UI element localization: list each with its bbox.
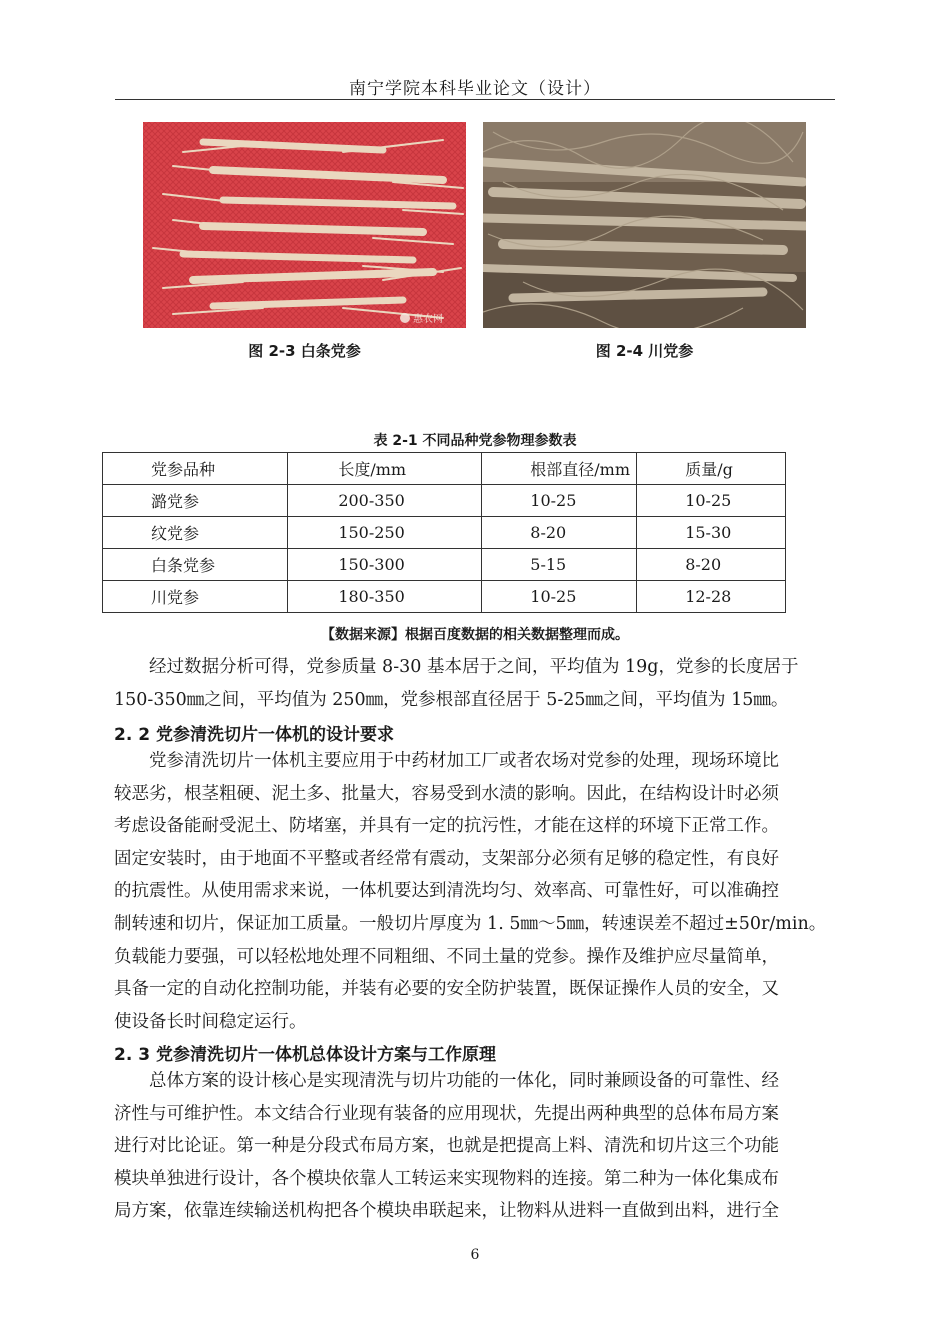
table-cell: 8-20 bbox=[482, 517, 637, 549]
text-line: 模块单独进行设计，各个模块依靠人工转运来实现物料的连接。第二种为一体化集成布 bbox=[114, 1168, 779, 1189]
svg-text:惠农网: 惠农网 bbox=[413, 314, 443, 325]
table-cell: 150-300 bbox=[288, 549, 482, 581]
text-line: 局方案，依靠连续输送机构把各个模块串联起来，让物料从进料一直做到出料，进行全 bbox=[114, 1201, 779, 1222]
figure-2-4-image bbox=[483, 122, 806, 328]
figure-2-3-image bbox=[143, 122, 466, 328]
table-cell: 潞党参 bbox=[103, 485, 288, 517]
header-rule bbox=[115, 99, 835, 100]
text-line: 使设备长时间稳定运行。 bbox=[114, 1011, 307, 1032]
paragraph-overall-scheme bbox=[114, 1065, 838, 1228]
table-cell: 15-30 bbox=[637, 517, 786, 549]
table-cell: 白条党参 bbox=[103, 549, 288, 581]
table-source-note: 【数据来源】根据百度数据的相关数据整理而成。 bbox=[321, 627, 629, 643]
table-row bbox=[103, 517, 786, 549]
text-line: 较恶劣，根茎粗硬、泥土多、批量大，容易受到水渍的影响。因此，在结构设计时必须 bbox=[114, 783, 779, 804]
table-header-row bbox=[103, 453, 786, 485]
table-header-cell: 党参品种 bbox=[103, 453, 288, 485]
figure-2-3-caption: 图 2-3 白条党参 bbox=[248, 342, 361, 360]
section-heading-2-3: 2. 3 党参清洗切片一体机总体设计方案与工作原理 bbox=[114, 1045, 496, 1065]
table-cell: 200-350 bbox=[288, 485, 482, 517]
table-row bbox=[103, 581, 786, 613]
figure-2-4-caption: 图 2-4 川党参 bbox=[595, 342, 694, 360]
table-row bbox=[103, 549, 786, 581]
running-header: 南宁学院本科毕业论文（设计） bbox=[349, 79, 601, 99]
text-line: 济性与可维护性。本文结合行业现有装备的应用现状，先提出两种典型的总体布局方案 bbox=[114, 1103, 779, 1124]
table-header-cell: 质量/g bbox=[637, 453, 786, 485]
text-line: 进行对比论证。第一种是分段式布局方案，也就是把提高上料、清洗和切片这三个功能 bbox=[114, 1136, 779, 1157]
table-cell: 10-25 bbox=[482, 581, 637, 613]
table-cell: 10-25 bbox=[637, 485, 786, 517]
table-row bbox=[103, 485, 786, 517]
text-line: 具备一定的自动化控制功能，并装有必要的安全防护装置，既保证操作人员的安全，又 bbox=[114, 979, 779, 1000]
table-header-cell: 根部直径/mm bbox=[482, 453, 637, 485]
text-line: 党参清洗切片一体机主要应用于中药材加工厂或者农场对党参的处理，现场环境比 bbox=[114, 751, 779, 771]
parameter-table bbox=[102, 452, 786, 613]
text-line: 150-350㎜之间，平均值为 250㎜，党参根部直径居于 5-25㎜之间，平均值为 15㎜。 bbox=[114, 689, 789, 710]
section-heading-2-2: 2. 2 党参清洗切片一体机的设计要求 bbox=[114, 725, 394, 745]
table-cell: 川党参 bbox=[103, 581, 288, 613]
text-line: 制转速和切片，保证加工质量。一般切片厚度为 1. 5㎜～5㎜，转速误差不超过±50r/min。 bbox=[114, 913, 827, 934]
table-cell: 12-28 bbox=[637, 581, 786, 613]
table-cell: 5-15 bbox=[482, 549, 637, 581]
text-line: 经过数据分析可得，党参质量 8-30 基本居于之间，平均值为 19g，党参的长度居于 bbox=[114, 657, 799, 677]
table-cell: 150-250 bbox=[288, 517, 482, 549]
table-cell: 纹党参 bbox=[103, 517, 288, 549]
text-line: 总体方案的设计核心是实现清洗与切片功能的一体化，同时兼顾设备的可靠性、经 bbox=[114, 1071, 779, 1091]
table-title: 表 2-1 不同品种党参物理参数表 bbox=[373, 433, 577, 449]
table-cell: 8-20 bbox=[637, 549, 786, 581]
text-line: 负载能力要强，可以轻松地处理不同粗细、不同土量的党参。操作及维护应尽量简单， bbox=[114, 946, 779, 967]
text-line: 的抗震性。从使用需求来说，一体机要达到清洗均匀、效率高、可靠性好，可以准确控 bbox=[114, 881, 779, 902]
table-cell: 180-350 bbox=[288, 581, 482, 613]
text-line: 固定安装时，由于地面不平整或者经常有震动，支架部分必须有足够的稳定性，有良好 bbox=[114, 848, 779, 869]
page-number: 6 bbox=[470, 1247, 480, 1263]
paragraph-design-requirements bbox=[114, 745, 838, 1038]
table-cell: 10-25 bbox=[482, 485, 637, 517]
text-line: 考虑设备能耐受泥土、防堵塞，并具有一定的抗污性，才能在这样的环境下正常工作。 bbox=[114, 816, 779, 837]
paragraph-data-analysis bbox=[114, 651, 838, 716]
table-header-cell: 长度/mm bbox=[288, 453, 482, 485]
